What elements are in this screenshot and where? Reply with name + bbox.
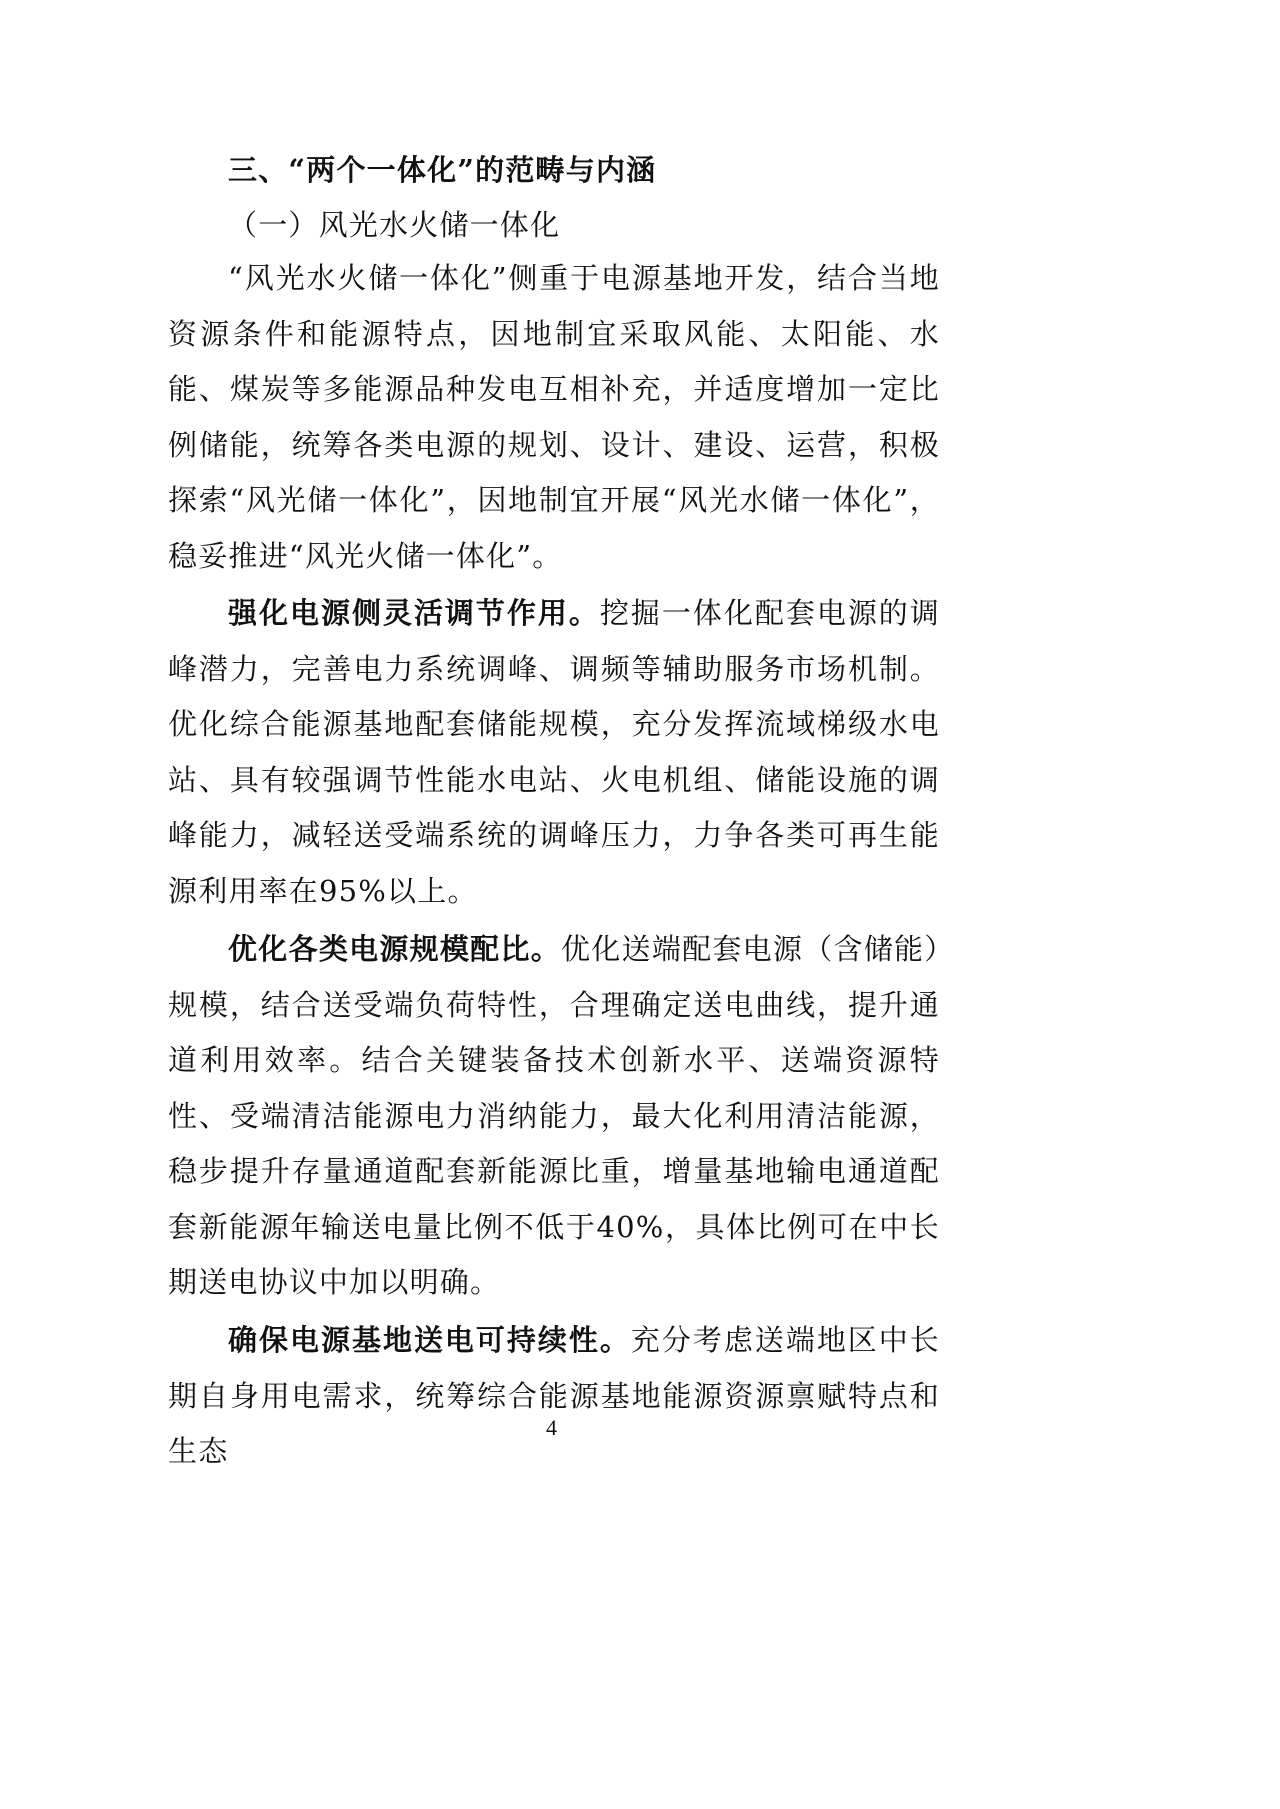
section-heading: 三、“两个一体化”的范畴与内涵 — [228, 153, 657, 187]
page-number: 4 — [546, 1415, 557, 1440]
paragraph-text: 充分考虑送端地区中长期自身用电需求，统筹综合能源基地能源资源禀赋特点和生态 — [168, 1323, 940, 1468]
paragraph-lead: 优化各类电源规模配比。 — [228, 932, 562, 966]
paragraph-flexible-regulation — [168, 586, 940, 919]
paragraph-intro — [168, 251, 940, 584]
paragraph-text: “风光水火储一体化”侧重于电源基地开发，结合当地资源条件和能源特点，因地制宜采取风能、太阳能、水能、煤炭等多能源品种发电互相补充，并适度增加一定比例储能，统筹各类电源的规划、设计、建设、运营，积极探索“风光储一体化”，因地制宜开展“风光水储一体化”，稳妥推进“风光火储一体化”。 — [168, 261, 940, 573]
paragraph-sustainability — [168, 1313, 940, 1480]
paragraph-text: 挖掘一体化配套电源的调峰潜力，完善电力系统调峰、调频等辅助服务市场机制。优化综合能源基地配套储能规模，充分发挥流域梯级水电站、具有较强调节性能水电站、火电机组、储能设施的调峰能力，减轻送受端系统的调峰压力，力争各类可再生能源利用率在95%以上。 — [168, 596, 940, 908]
paragraph-scale-ratio — [168, 922, 940, 1311]
paragraph-text: 优化送端配套电源（含储能）规模，结合送受端负荷特性，合理确定送电曲线，提升通道利用效率。结合关键装备技术创新水平、送端资源特性、受端清洁能源电力消纳能力，最大化利用清洁能源，稳步提升存量通道配套新能源比重，增量基地输电通道配套新能源年输送电量比例不低于40%，具体比例可在中长期送电协议中加以明确。 — [168, 932, 940, 1299]
subsection-heading: （一）风光水火储一体化 — [228, 208, 561, 242]
paragraph-lead: 强化电源侧灵活调节作用。 — [228, 596, 600, 630]
paragraph-lead: 确保电源基地送电可持续性。 — [228, 1323, 631, 1357]
